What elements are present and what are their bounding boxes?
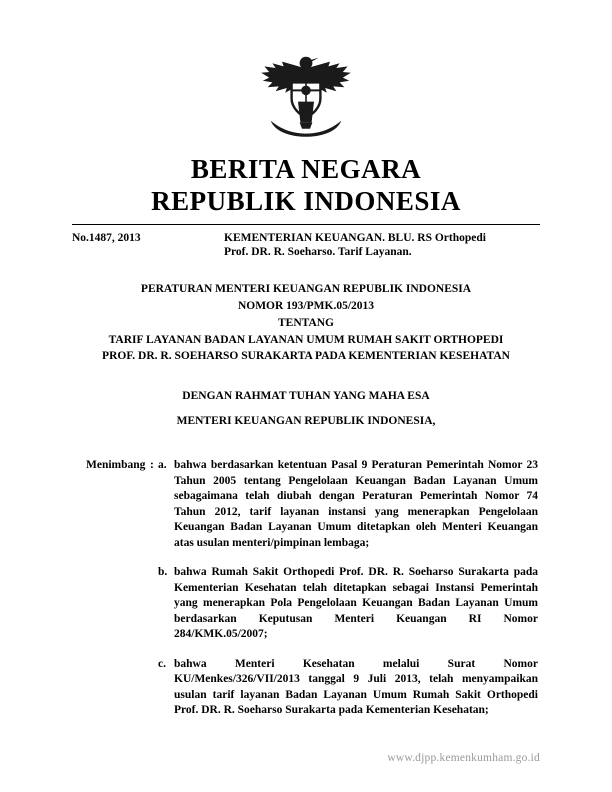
considerans-section (72, 458, 540, 719)
considerans-item (72, 657, 540, 719)
garuda-pancasila-emblem (258, 44, 354, 140)
invocation-line-2: MENTERI KEUANGAN REPUBLIK INDONESIA, (176, 415, 436, 427)
considerans-item (72, 565, 540, 643)
issue-description (224, 231, 540, 259)
considerans-item-letter: c. (158, 657, 166, 670)
considerans-item-text: bahwa Menteri Kesehatan melalui Surat Nomor KU/Menkes/326/VII/2013 tanggal 9 Juli 2013, telah menyampaikan usulan tarif layanan Badan Layanan Umum Rumah Sakit Orthopedi Prof. DR. R. Soeharso Surakarta pada Kementerian Kesehatan; (174, 657, 538, 716)
considerans-item-text: bahwa berdasarkan ketentuan Pasal 9 Peraturan Pemerintah Nomor 23 Tahun 2005 tentang Pengelolaan Keuangan Badan Layanan Umum sebagaimana telah diubah dengan Peraturan Pemerintah Nomor 74 Tahun 2012, tarif layanan instansi yang menerapkan Pengelolaan Keuangan Badan Layanan Umum ditetapkan oleh Menteri Keuangan atas usulan menteri/pimpinan lembaga; (174, 459, 538, 549)
issue-description-line-1: KEMENTERIAN KEUANGAN. BLU. RS Orthopedi (224, 232, 486, 244)
considerans-item-text: bahwa Rumah Sakit Orthopedi Prof. DR. R. Soeharso Surakarta pada Kementerian Kesehatan telah ditetapkan sebagai Instansi Pemerintah yang menerapkan Pola Pengelolaan Keuangan Badan Layanan Umum berdasarkan Keputusan Menteri Keuangan RI Nomor 284/KMK.05/2007; (174, 566, 538, 640)
title-line-3: TENTANG (277, 317, 335, 329)
footer-watermark-url: www.djpp.kemenkumham.go.id (387, 752, 540, 764)
masthead (72, 154, 540, 216)
considerans-item (72, 458, 540, 551)
title-line-2: NOMOR 193/PMK.05/2013 (237, 300, 375, 312)
invocation-line-1: DENGAN RAHMAT TUHAN YANG MAHA ESA (182, 390, 430, 402)
considerans-item-letter: b. (158, 566, 168, 578)
considerans-label: Menimbang (86, 459, 146, 471)
issue-number: No.1487, 2013 (72, 232, 141, 244)
issue-description-line-2: Prof. DR. R. Soeharso. Tarif Layanan. (224, 246, 412, 258)
title-line-5: PROF. DR. R. SOEHARSO SURAKARTA PADA KEMENTERIAN KESEHATAN (102, 350, 510, 362)
invocation-block (72, 384, 540, 434)
considerans-item-letter: a. (158, 459, 167, 471)
issue-line (72, 231, 540, 259)
title-line-4: TARIF LAYANAN BADAN LAYANAN UMUM RUMAH SAKIT ORTHOPEDI (108, 334, 504, 346)
document-title-block (72, 281, 540, 364)
masthead-line-2: REPUBLIK INDONESIA (151, 186, 461, 216)
title-line-1: PERATURAN MENTERI KEUANGAN REPUBLIK INDONESIA (140, 283, 472, 295)
header-divider (72, 224, 540, 225)
emblem-container (72, 0, 540, 148)
considerans-colon: : (150, 459, 154, 471)
masthead-line-1: BERITA NEGARA (190, 154, 422, 184)
